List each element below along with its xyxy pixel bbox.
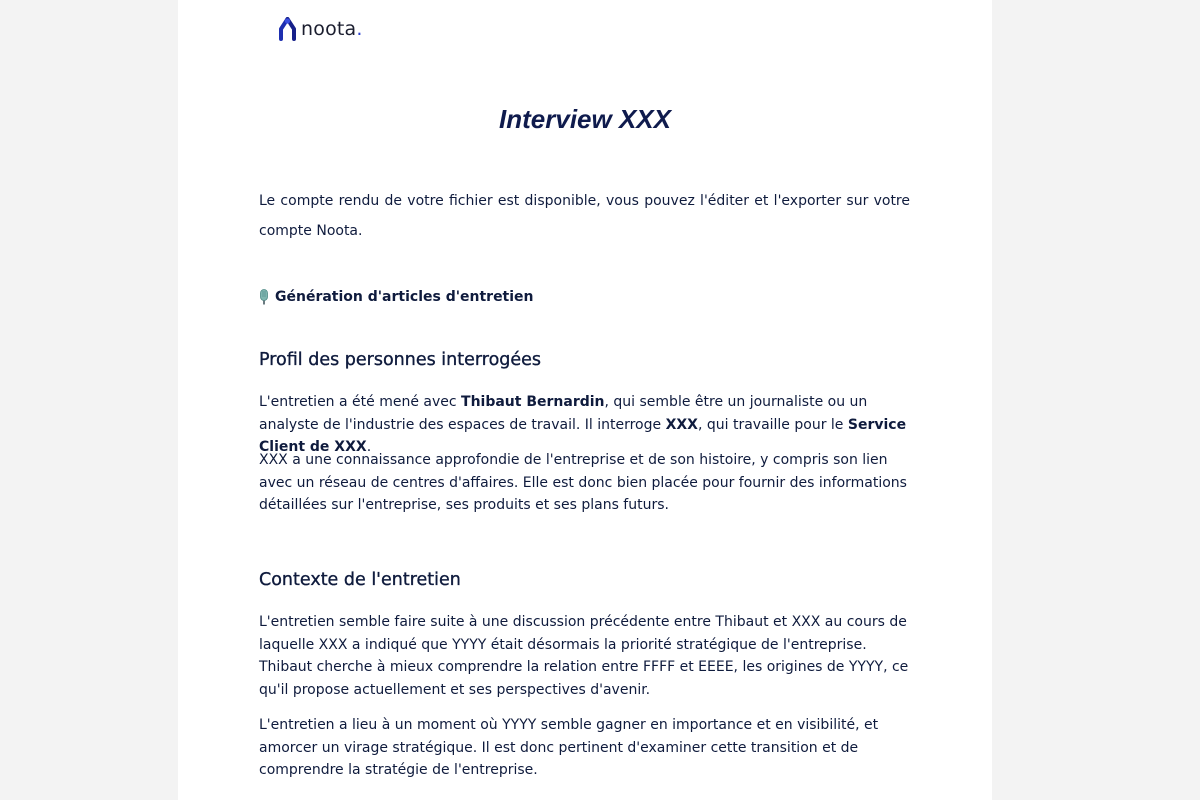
document-title: Interview XXX (499, 104, 671, 134)
section-tag (259, 289, 534, 305)
interviewer-name: Thibaut Bernardin (461, 394, 605, 410)
section-heading-contexte: Contexte de l'entretien (259, 570, 461, 590)
paragraph-profil-2: XXX a une connaissance approfondie de l'entreprise et de son histoire, y compris son lien avec un réseau de centres d'affaires. Elle est donc bien placée pour fournir des informations détaillées sur l'entreprise, ses produits et ses plans futurs. (259, 452, 907, 513)
paragraph-contexte-2: L'entretien a lieu à un moment où YYYY semble gagner en importance et en visibilité, et amorcer un virage stratégique. Il est donc pertinent d'examiner cette transition et de comprendre la stratégie de l'entreprise. (259, 717, 879, 778)
microphone-icon (259, 289, 269, 305)
email-page (178, 0, 992, 800)
intro-text: Le compte rendu de votre fichier est disponible, vous pouvez l'éditer et l'exporter sur votre compte Noota. (259, 193, 910, 239)
noota-logo-icon (278, 17, 297, 41)
section-heading-profil: Profil des personnes interrogées (259, 350, 542, 370)
paragraph-profil-1: L'entretien a été mené avec Thibaut Bernardin, qui semble être un journaliste ou un analyste de l'industrie des espaces de travail. Il interroge XXX, qui travaille pour le Service Client de XXX. (259, 394, 907, 455)
paragraph-contexte-1: L'entretien semble faire suite à une discussion précédente entre Thibaut et XXX au cours de laquelle XXX a indiqué que YYYY était désormais la priorité stratégique de l'entreprise. Thibaut cherche à mieux comprendre la relation entre FFFF et EEEE, les origines de YYYY, ce qu'il propose actuellement et ses perspectives d'avenir. (259, 614, 909, 698)
interviewee-name: XXX (665, 416, 698, 433)
section-tag-label: Génération d'articles d'entretien (275, 289, 534, 305)
interviewee-department: Service Client de XXX (259, 416, 907, 455)
noota-logo[interactable] (278, 17, 363, 41)
logo-wordmark: noota. (301, 18, 363, 40)
logo-dot: . (356, 18, 363, 40)
